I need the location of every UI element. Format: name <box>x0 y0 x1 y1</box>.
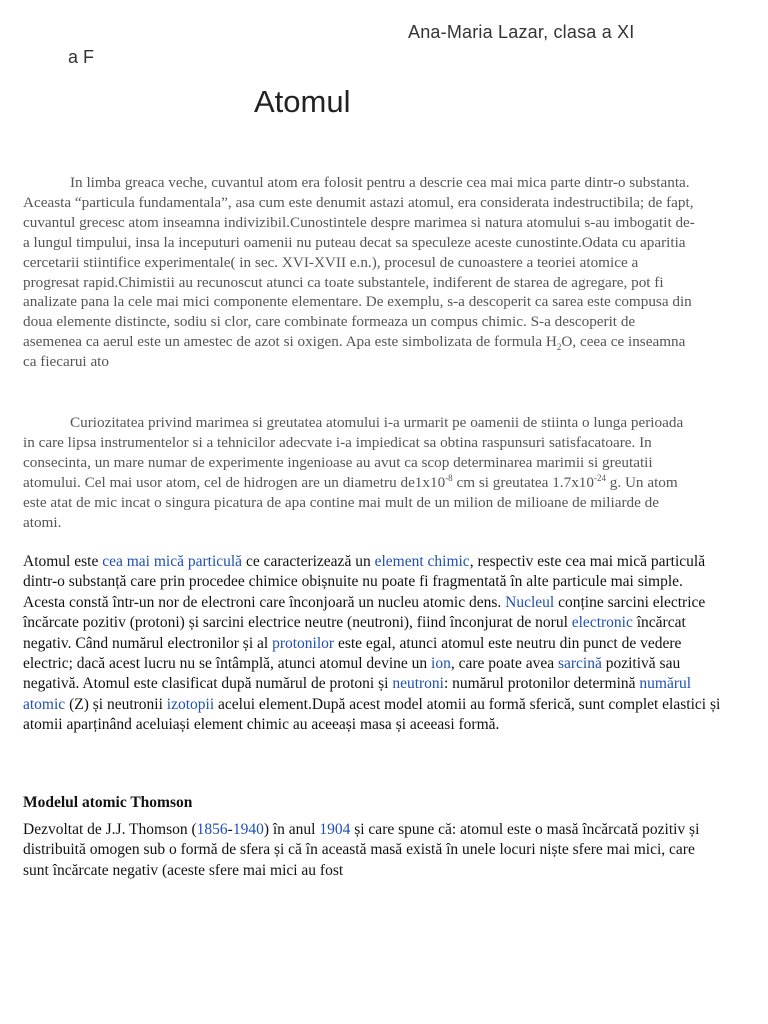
paragraph-size <box>23 413 695 532</box>
link-year-1904[interactable]: 1904 <box>319 821 351 838</box>
p3-text: : numărul protonilor determină <box>443 675 640 693</box>
p3-text: , respectiv este cea mai mică particulă dintr-o substanță care prin procedee chimice obișnuite nu poate fi fragmentată în alte particule mai simple. Acesta constă într-un nor de electroni care înconjoară un nucleu atomic dens. <box>23 553 706 611</box>
author-line-continued: a F <box>68 47 95 67</box>
paragraph-thomson <box>23 820 723 881</box>
p3-text: Atomul este <box>23 553 103 570</box>
link-ion[interactable]: ion <box>431 655 451 673</box>
link-smallest-particle[interactable]: cea mai mică particulă <box>102 553 243 570</box>
p4-text: ) în anul <box>263 821 320 838</box>
paragraph-history <box>23 173 695 372</box>
link-neutrons[interactable]: neutroni <box>392 675 444 693</box>
p3-text: încărcat negativ. Când numărul electronilor și al <box>23 614 686 652</box>
link-year-1856[interactable]: 1856 <box>196 821 228 838</box>
p4-text: - <box>227 821 233 838</box>
link-protons[interactable]: protonilor <box>272 634 335 652</box>
link-electronic[interactable]: electronic <box>571 614 633 632</box>
p4-text: Dezvoltat de J.J. Thomson ( <box>23 821 197 838</box>
p2-text-b: cm si greutatea 1.7x10 <box>452 473 594 491</box>
p3-text: , care poate avea <box>450 655 558 673</box>
link-isotopes[interactable]: izotopii <box>166 695 215 713</box>
p1-text-b: O, ceea ce inseamna ca fiecarui ato <box>23 333 686 371</box>
link-atomic-number[interactable]: numărul atomic <box>23 675 692 713</box>
author-line: Ana-Maria Lazar, clasa a XI <box>408 22 635 42</box>
p3-text: este egal, atunci atomul este neutru din punct de vedere electric; dacă acest lucru nu se întâmplă, atunci atomul devine un <box>23 634 682 673</box>
link-year-1940[interactable]: 1940 <box>232 821 264 838</box>
p2-superscript-1: -8 <box>445 472 453 483</box>
p3-text: ce caracterizează un <box>242 553 375 570</box>
p4-text: și care spune că: atomul este o masă încărcată pozitiv și distribuită omogen sub o formă de sfera și că în această masă există în unele locuri niște sfere mai mici, care sunt încărcate negativ (aceste sfere mai mici au fost <box>23 821 700 879</box>
paragraph-definition <box>23 552 723 736</box>
p2-text-c: g. Un atom este atat de mic incat o singura picatura de apa contine mai mult de un milion de milioane de miliarde de atomi. <box>23 473 678 531</box>
p2-text-a: Curiozitatea privind marimea si greutatea atomului i-a urmarit pe oamenii de stiinta o lunga perioada in care lipsa instrumentelor si a tehnicilor adecvate i-a impiedicat sa obtina raspunsuri satisfacatoare. In consecinta, un mare numar de experimente ingenioase au avut ca scop determinarea marimii si greutatii atomului. Cel mai usor atom, cel de hidrogen are un diametru de1x10 <box>23 414 684 491</box>
p3-text: acelui element.După acest model atomii au formă sferică, sunt complet elastici și atomii aparținând aceluiași element chimic au aceeași masa și aceeasi formă. <box>23 695 721 734</box>
p2-superscript-2: -24 <box>593 472 606 483</box>
link-charge[interactable]: sarcină <box>557 655 602 673</box>
p3-text: pozitivă sau negativă. Atomul este clasificat după numărul de protoni și <box>23 655 681 693</box>
link-nucleus[interactable]: Nucleul <box>505 593 555 611</box>
p1-text-a: In limba greaca veche, cuvantul atom era folosit pentru a descrie cea mai mica parte dintr-o substanta. Aceasta “particula fundamentala”, asa cum este denumit astazi atomul, era considerata indestructibila; de fapt, cuvantul grecesc atom inseamna indivizibil.Cunostintele despre marimea si natura atomului s-au imbogatit de-a lungul timpului, insa la inceputuri oamenii nu puteau decat sa speculeze aceste cunostinte.Odata cu aparitia cercetarii stiintifice experimentale( in sec. XVI-XVII e.n.), procesul de cunoastere a teoriei atomice a progresat rapid.Chimistii au recunoscut atunci ca toate substantele, indiferent de starea de agregare, pot fi analizate pana la cele mai mici componente elementare. De exemplu, s-a descoperit ca sarea este compusa din doua elemente distincte, sodiu si clor, care combinate formeaza un compus chimic. S-a descoperit de asemenea ca aerul este un amestec de azot si oxigen. Apa este simbolizata de formula H <box>23 174 695 351</box>
p3-text: conține sarcini electrice încărcate pozitiv (protoni) și sarcini electrice neutre (neutroni), fiind înconjurat de norul <box>23 593 706 632</box>
link-chemical-element[interactable]: element chimic <box>374 553 470 570</box>
p3-text: (Z) și neutronii <box>65 695 167 713</box>
section-heading-thomson: Modelul atomic Thomson <box>23 794 193 811</box>
p1-subscript: 2 <box>556 342 562 353</box>
document-title: Atomul <box>254 84 351 119</box>
